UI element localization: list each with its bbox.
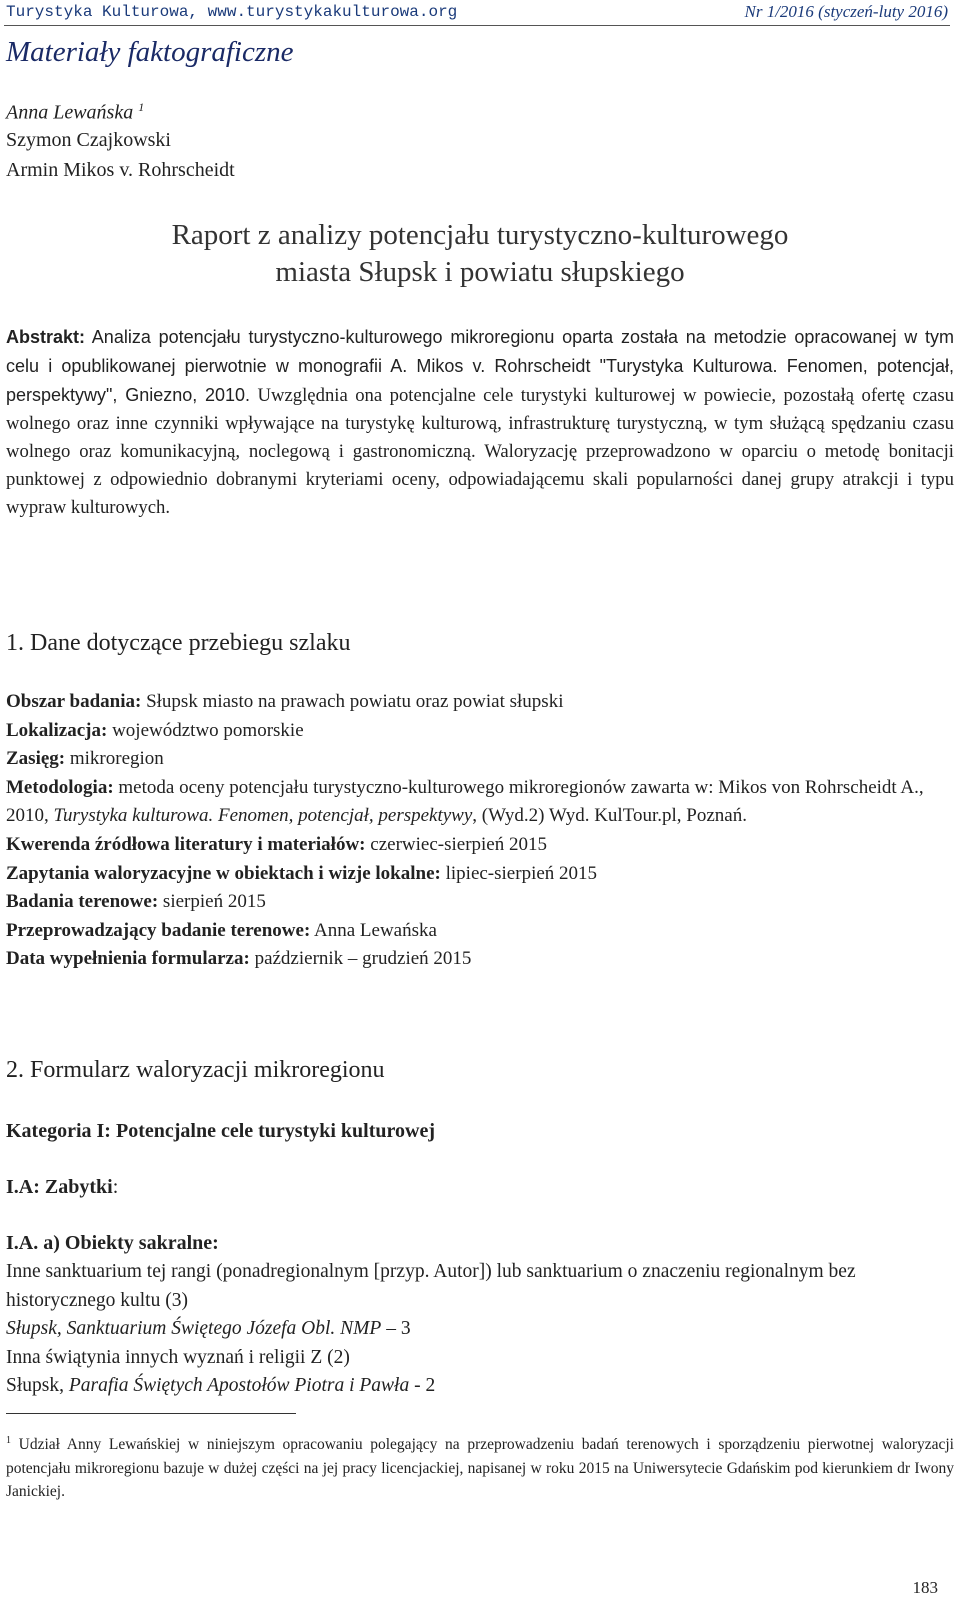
info-badania: Badania terenowe: sierpień 2015 <box>6 891 266 913</box>
object-line-2: Słupsk, Parafia Świętych Apostołów Piotra i Pawła - 2 <box>6 1375 436 1396</box>
info-data: Data wypełnienia formularza: październik – grudzień 2015 <box>6 948 472 970</box>
subsection-iaa: I.A. a) Obiekty sakralne: <box>6 1232 219 1254</box>
abstract-sans-text: Analiza potencjału turystyczno-kulturowego mikroregionu oparta została na metodzie opracowanej w tym celu i opublikowanej pierwotnie w monografii A. Mikos v. Rohrscheidt "Turystyka Kulturowa. Fenomen, potencjał, perspektywy", Gniezno, 2010. <box>6 327 954 405</box>
info-lokalizacja: Lokalizacja: województwo pomorskie <box>6 719 304 741</box>
abstract-serif-text: Uwzględnia ona potencjalne cele turystyki kulturowej w powiecie, pozostałą ofertę czasu wolnego oraz inne czynniki wpływające na turystykę kulturową, infrastrukturę turystyczną, w tym służącą spędzaniu czasu wolnego oraz komunikacyjną, noclegową i gastronomiczną. Waloryzację przeprowadzono w oparciu o metodę bonitacji punktowej z odpowiednio dobranymi kryteriami oceny, odpowiadającemu skali popularności danej grupy atrakcji i typu wypraw kulturowych. <box>6 385 954 518</box>
object-line-1: Słupsk, Sanktuarium Świętego Józefa Obl. NMP – 3 <box>6 1318 411 1339</box>
report-title-line-1: Raport z analizy potencjału turystyczno-kulturowego <box>171 219 789 251</box>
footnote-mark: 1 <box>6 1435 11 1446</box>
info-zasieg: Zasięg: mikroregion <box>6 748 164 770</box>
footnote <box>6 1429 954 1504</box>
info-kwerenda: Kwerenda źródłowa literatury i materiałów: czerwiec-sierpień 2015 <box>6 833 547 855</box>
info-zapytania: Zapytania waloryzacyjne w obiektach i wizje lokalne: lipiec-sierpień 2015 <box>6 862 598 884</box>
abstract-label: Abstrakt: <box>6 327 86 347</box>
survey-info <box>6 688 956 974</box>
section-title: Materiały faktograficzne <box>6 36 294 68</box>
report-title-line-2: miasta Słupsk i powiatu słupskiego <box>275 256 685 288</box>
section-2-heading: 2. Formularz waloryzacji mikroregionu <box>6 1057 385 1083</box>
header-divider <box>4 25 950 26</box>
author-3: Armin Mikos v. Rohrscheidt <box>6 159 235 181</box>
info-przeprowadzajacy: Przeprowadzający badanie terenowe: Anna Lewańska <box>6 919 437 941</box>
author-2: Szymon Czajkowski <box>6 129 171 151</box>
footnote-text: Udział Anny Lewańskiej w niniejszym opracowaniu polegający na przeprowadzeniu badań terenowych i sporządzeniu pierwotnej waloryzacji potencjału mikroregionu bazuje w dużej części na jej pracy licencjackiej, napisanej w roku 2015 na Uniwersytecie Gdańskim pod kierunkiem dr Iwony Janickiej. <box>6 1436 954 1501</box>
abstract <box>6 323 954 522</box>
info-obszar: Obszar badania: Słupsk miasto na prawach powiatu oraz powiat słupski <box>6 691 564 712</box>
page-number: 183 <box>912 1578 938 1597</box>
sacral-objects-list <box>6 1258 956 1401</box>
criterion-line-2: Inna świątynia innych wyznań i religii Z (2) <box>6 1346 350 1368</box>
info-metodologia: Metodologia: metoda oceny potencjału turystyczno-kulturowego mikroregionów zawarta w: Mikos von Rohrscheidt A., 2010, Turystyka kulturowa. Fenomen, potencjał, perspektywy, (Wyd.2) Wyd. KulTour.pl, Poznań. <box>6 776 924 827</box>
issue-header: Nr 1/2016 (styczeń-luty 2016) <box>744 2 948 21</box>
category-heading: Kategoria I: Potencjalne cele turystyki kulturowej <box>6 1120 435 1142</box>
author-1: Anna Lewańska $^1$ <box>6 100 145 124</box>
criterion-line-1: Inne sanktuarium tej rangi (ponadregionalnym [przyp. Autor]) lub sanktuarium o znaczeniu regionalnym bez historycznego kultu (3) <box>6 1261 856 1311</box>
section-1-heading: 1. Dane dotyczące przebiegu szlaku <box>6 630 351 656</box>
footnote-ref[interactable]: 1 <box>138 100 145 114</box>
footnote-divider <box>6 1413 296 1414</box>
subsection-ia: I.A: Zabytki: <box>6 1176 119 1198</box>
journal-header: Turystyka Kulturowa, www.turystykakulturowa.org <box>6 3 458 21</box>
